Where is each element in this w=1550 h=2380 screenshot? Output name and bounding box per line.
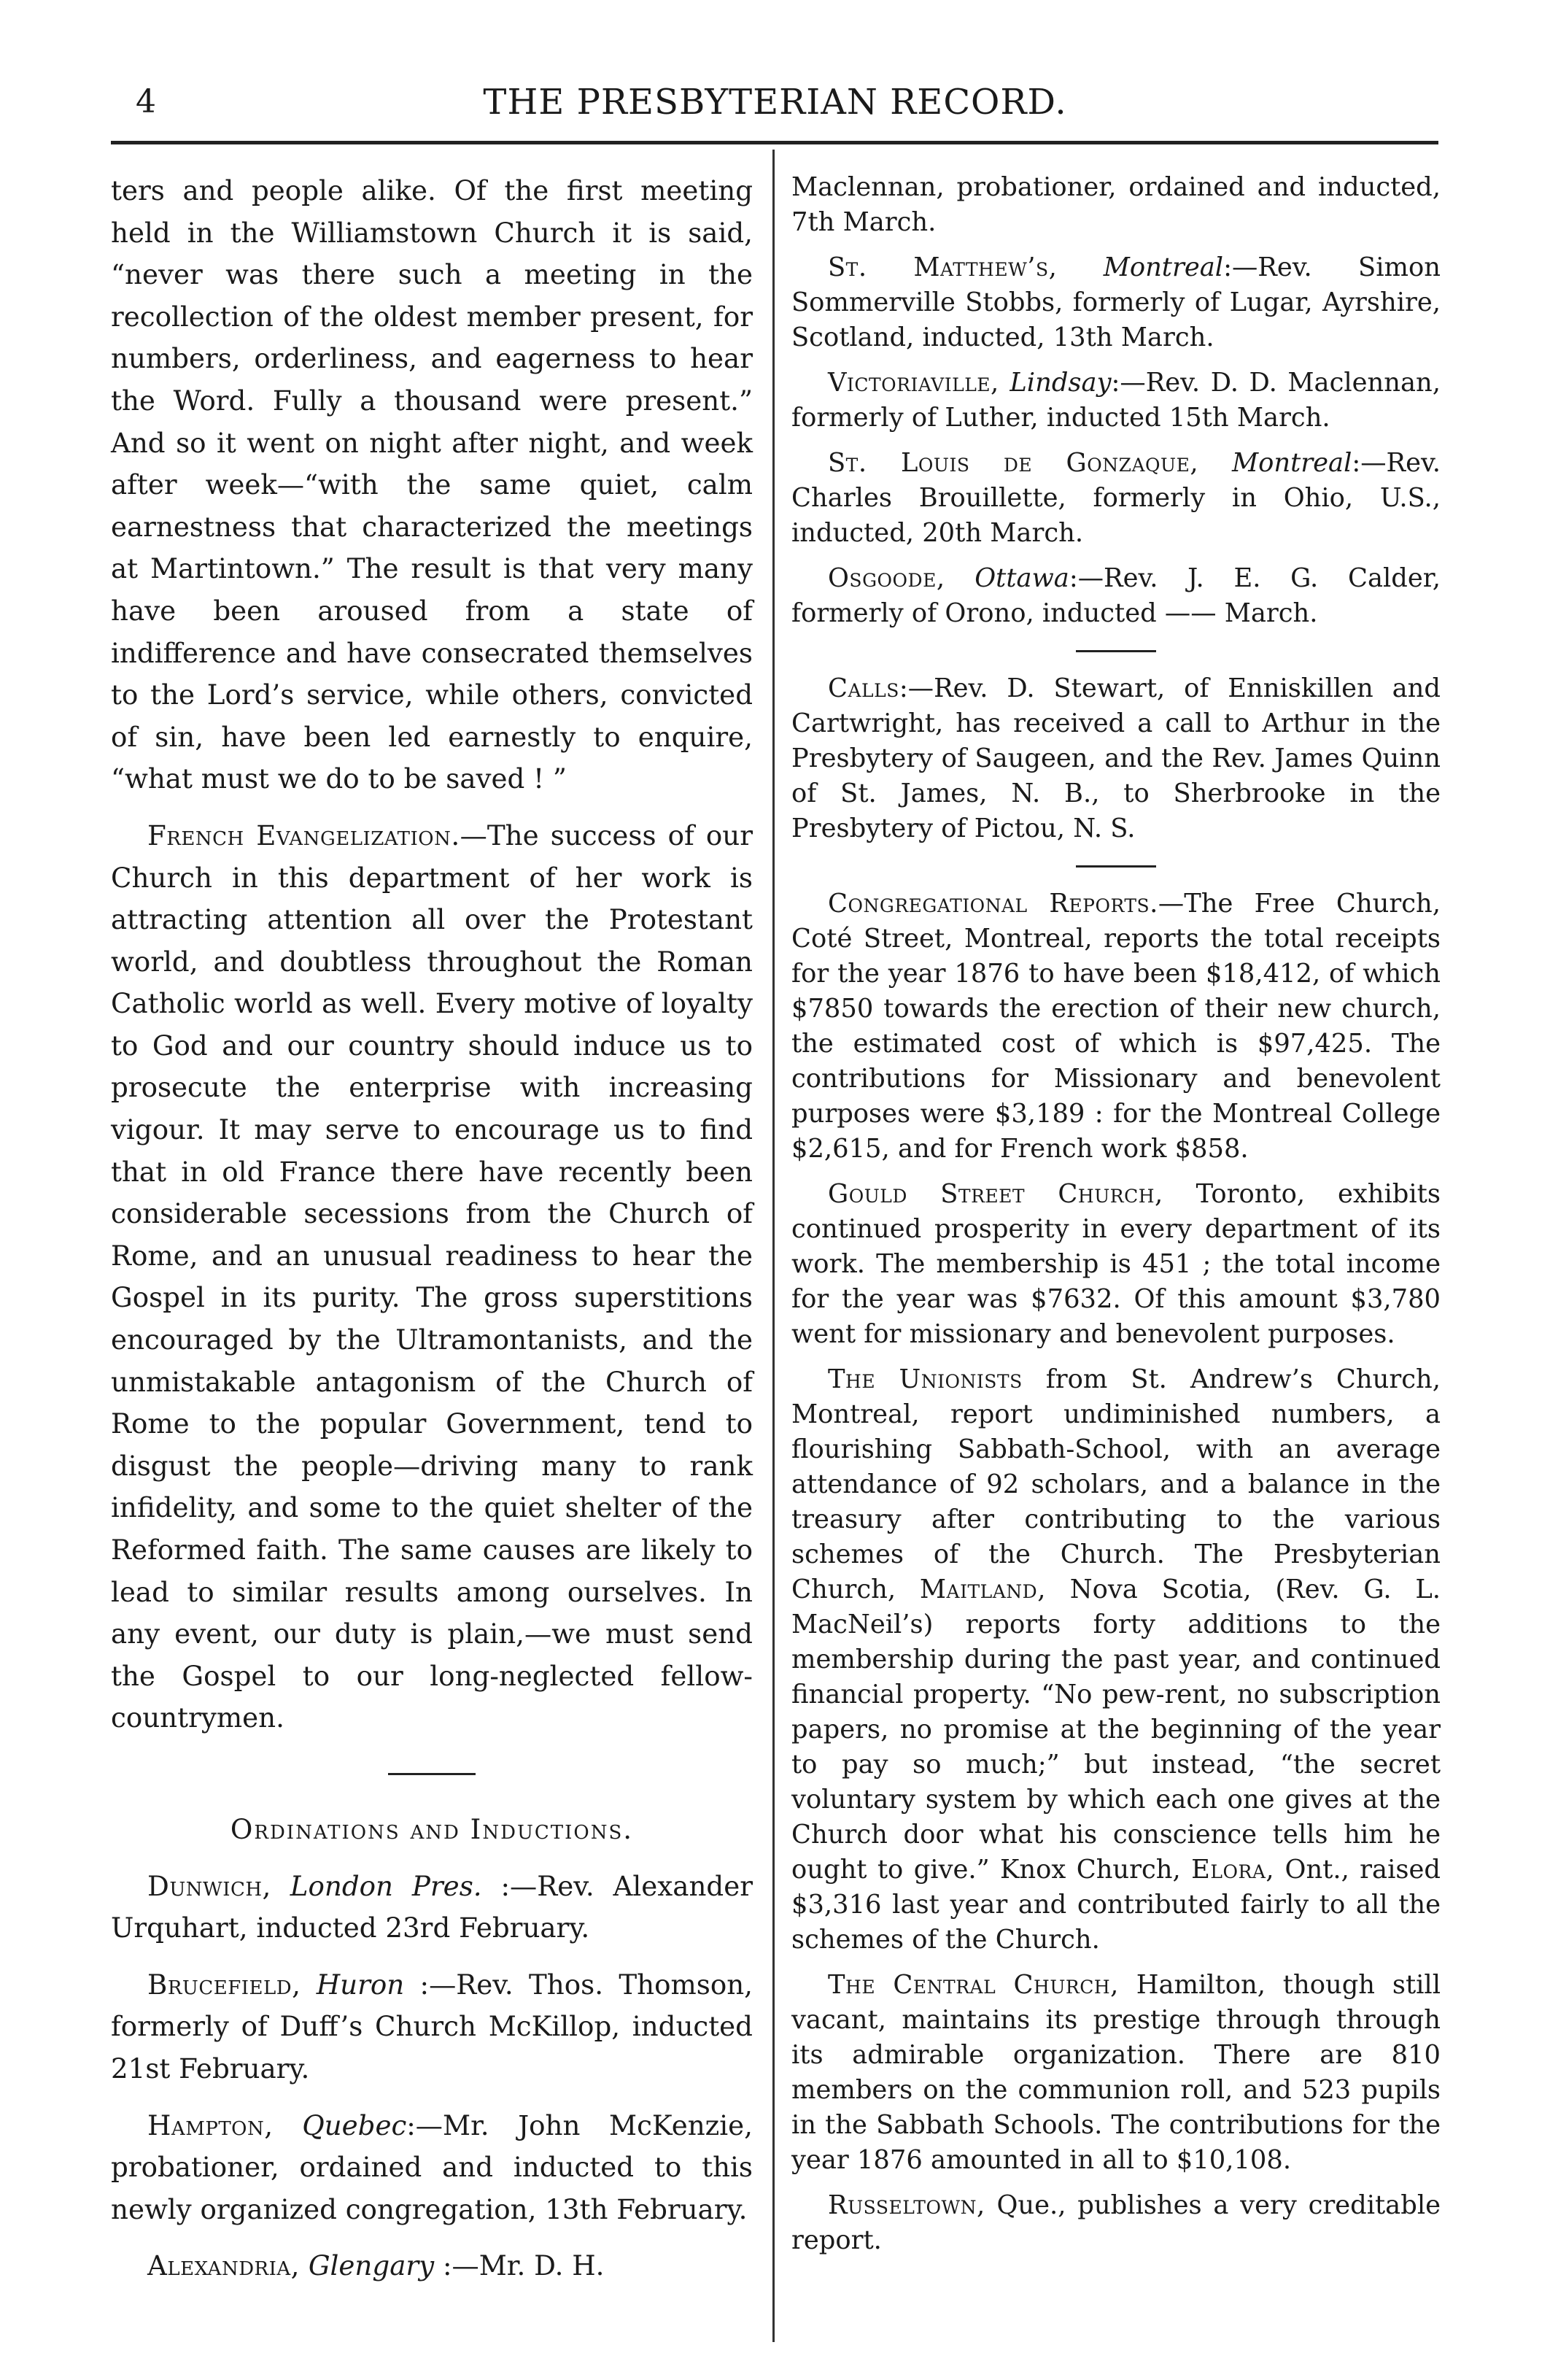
- list-item: Alexandria, Glengary :—Mr. D. H.: [147, 2249, 605, 2282]
- article-paragraph: Russeltown, Que., publishes a very creditable report.: [791, 2190, 1441, 2255]
- section-divider: [1076, 650, 1156, 652]
- section-divider: [1076, 865, 1156, 868]
- article-paragraph: ters and people alike. Of the first meeting held in the Williamstown Church it is said, “never was there such a meeting in the recollection of the oldest member present, for numbers, orderliness, and eagerness to hear the Word. Fully a thousand were present.” And so it went on night after night, and week after week—“with the same quiet, calm earnestness that characterized the meetings at Martintown.” The result is that very many have been aroused from a state of indifference and have consecrated themselves to the Lord’s service, while others, convicted of sin, have been led earnestly to enquire, “what must we do to be saved ! ”: [111, 174, 753, 795]
- list-item: St. Matthew’s, Montreal:—Rev. Simon Sommerville Stobbs, formerly of Lugar, Ayrshire, Scotland, inducted, 13th March.: [791, 252, 1441, 352]
- section-divider: [388, 1773, 476, 1775]
- list-item: Dunwich, London Pres. :—Rev. Alexander Urquhart, inducted 23rd February.: [111, 1869, 753, 1944]
- paragraph-heading: Gould Street Church,: [828, 1179, 1163, 1209]
- paragraph-heading: The Unionists: [828, 1364, 1023, 1394]
- header-rule: [111, 141, 1438, 144]
- article-paragraph: [111, 815, 753, 1739]
- page-header: [0, 0, 1550, 146]
- list-item: Osgoode, Ottawa:—Rev. J. E. G. Calder, formerly of Orono, inducted —— March.: [791, 563, 1441, 628]
- article-paragraph: Congregational Reports.—The Free Church, Coté Street, Montreal, reports the total receipts for the year 1876 to have been $18,412, of which $7850 towards the erection of their new church, the estimated cost of which is $97,425. The contributions for Missionary and benevolent purposes were $3,189 : for the Montreal College $2,615, and for French work $858.: [791, 889, 1441, 1164]
- paragraph-heading: Russeltown,: [828, 2190, 985, 2220]
- list-item: Hampton, Quebec:—Mr. John McKenzie, probationer, ordained and inducted to this newly organized congregation, 13th February.: [111, 2109, 753, 2225]
- list-item: Brucefield, Huron :—Rev. Thos. Thomson, formerly of Duff’s Church McKillop, inducted 21st February.: [111, 1968, 753, 2085]
- article-paragraph: The Unionists from St. Andrew’s Church, Montreal, report undiminished numbers, a flourishing Sabbath-School, with an average attendance of 92 scholars, and a balance in the treasury after contributing to the various schemes of the Church. The Presbyterian Church, Maitland, Nova Scotia, (Rev. G. L. MacNeil’s) reports forty additions to the membership during the past year, and continued financial property. “No pew-rent, no subscription papers, no promise at the beginning of the year to pay so much;” but instead, “the secret voluntary system by which each one gives at the Church door what his conscience tells him he ought to give.” Knox Church, Elora, Ont., raised $3,316 last year and contributed fairly to all the schemes of the Church.: [791, 1364, 1441, 1955]
- page-number: 4: [136, 83, 156, 120]
- paragraph-body: —The success of our Church in this department of her work is attracting attention all over the Protestant world, and doubtless throughout the Roman Catholic world as well. Every motive of loyalty to God and our country should induce us to prosecute the enterprise with increasing vigour. It may serve to encourage us to find that in old France there have recently been considerable secessions from the Church of Rome, and an unusual readiness to hear the Gospel in its purity. The gross superstitions encouraged by the Ultramontanists, and the unmistakable antagonism of the Church of Rome to the popular Government, tend to disgust the people—driving many to rank infidelity, and some to the quiet shelter of the Reformed faith. The same causes are likely to lead to similar results among ourselves. In any event, our duty is plain,—we must send the Gospel to our long-neglected fellow-countrymen.: [111, 819, 753, 1734]
- article-paragraph: Calls:—Rev. D. Stewart, of Enniskillen and Cartwright, has received a call to Arthur in the Presbytery of Saugeen, and the Rev. James Quinn of St. James, N. B., to Sherbrooke in the Presbytery of Pictou, N. S.: [791, 673, 1441, 843]
- paragraph-heading: Calls: [828, 673, 899, 703]
- article-paragraph: The Central Church, Hamilton, though still vacant, maintains its prestige through through its admirable organization. There are 810 members on the communion roll, and 523 pupils in the Sabbath Schools. The contributions for the year 1876 amounted in all to $10,108.: [791, 1970, 1441, 2175]
- list-item: St. Louis de Gonzaque, Montreal:—Rev. Charles Brouillette, formerly in Ohio, U.S., inducted, 20th March.: [791, 448, 1441, 548]
- column-divider: [772, 150, 775, 2342]
- running-title: THE PRESBYTERIAN RECORD.: [483, 82, 1067, 123]
- article-paragraph: Gould Street Church, Toronto, exhibits continued prosperity in every department of its work. The membership is 451 ; the total income for the year was $7632. Of this amount $3,780 went for missionary and benevolent purposes.: [791, 1179, 1441, 1349]
- paragraph-heading: French Evangelization.: [147, 819, 460, 851]
- paragraph-heading: Congregational Reports.: [828, 889, 1158, 919]
- left-column: [111, 170, 753, 2287]
- right-column: [791, 170, 1441, 2258]
- list-item: Victoriaville, Lindsay:—Rev. D. D. Maclennan, formerly of Luther, inducted 15th March.: [791, 368, 1441, 433]
- article-paragraph: Maclennan, probationer, ordained and inducted, 7th March.: [791, 172, 1441, 237]
- paragraph-heading: The Central Church,: [828, 1970, 1119, 2000]
- section-title: Ordinations and Inductions.: [230, 1812, 634, 1845]
